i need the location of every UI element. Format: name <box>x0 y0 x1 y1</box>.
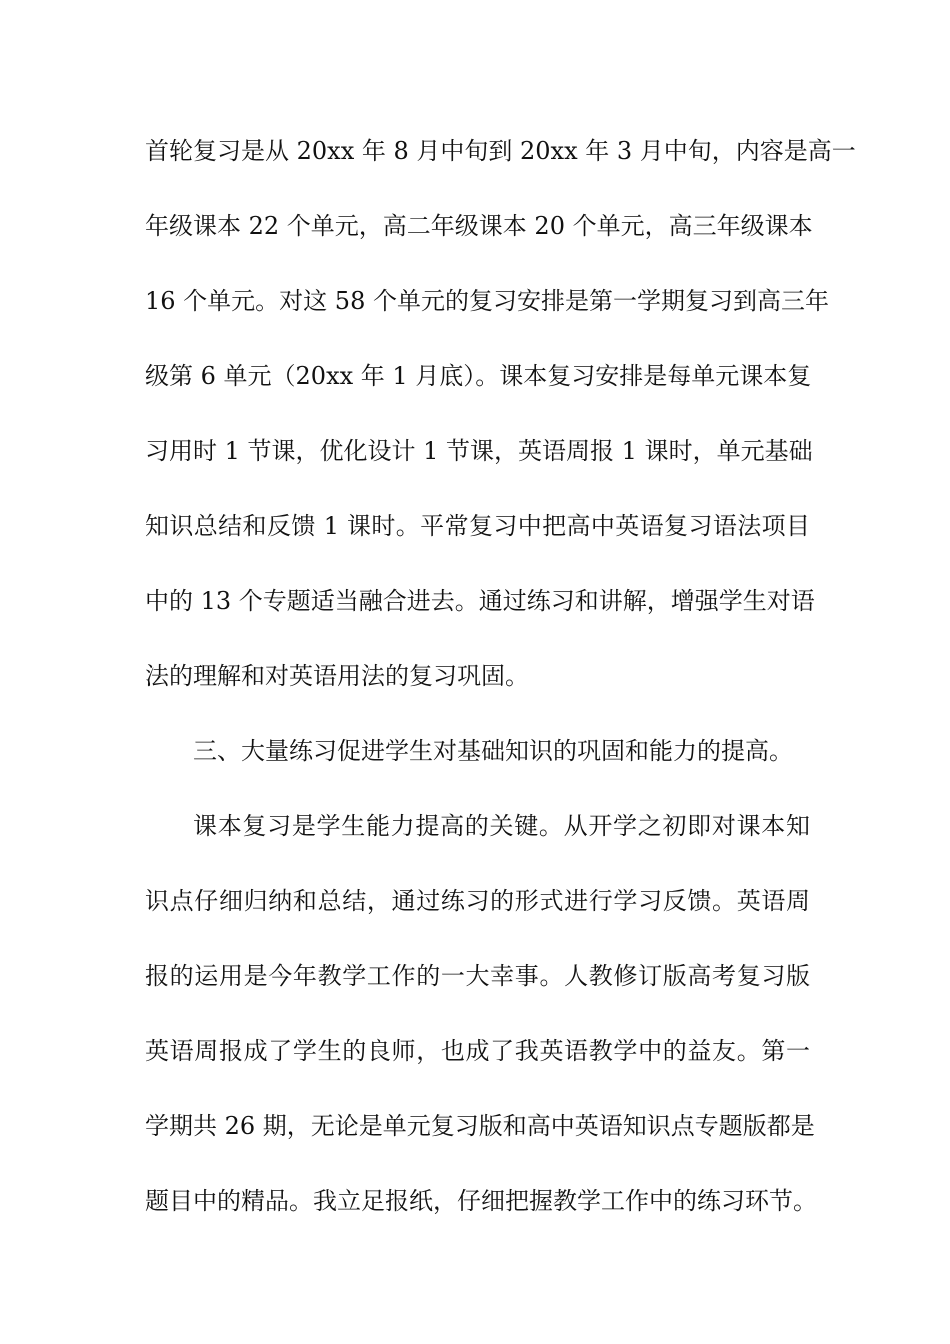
paragraph-1-line-5: 习用时 1 节课，优化设计 1 节课，英语周报 1 课时，单元基础 <box>145 437 813 465</box>
paragraph-2-line-1: 课本复习是学生能力提高的关键。从开学之初即对课本知 <box>193 812 810 840</box>
paragraph-1-line-3: 16 个单元。对这 58 个单元的复习安排是第一学期复习到高三年 <box>145 287 829 315</box>
paragraph-2-line-6: 题目中的精品。我立足报纸，仔细把握教学工作中的练习环节。 <box>145 1187 817 1215</box>
paragraph-1-line-2: 年级课本 22 个单元，高二年级课本 20 个单元，高三年级课本 <box>145 212 813 240</box>
paragraph-2-line-4: 英语周报成了学生的良师，也成了我英语教学中的益友。第一 <box>145 1037 810 1065</box>
paragraph-1-line-8: 法的理解和对英语用法的复习巩固。 <box>145 662 529 690</box>
paragraph-2-line-3: 报的运用是今年教学工作的一大幸事。人教修订版高考复习版 <box>145 962 810 990</box>
paragraph-1-line-4: 级第 6 单元（20xx 年 1 月底）。课本复习安排是每单元课本复 <box>145 362 812 390</box>
paragraph-1-line-7: 中的 13 个专题适当融合进去。通过练习和讲解，增强学生对语 <box>145 587 815 615</box>
paragraph-1-line-1: 首轮复习是从 20xx 年 8 月中旬到 20xx 年 3 月中旬，内容是高一 <box>145 137 856 165</box>
paragraph-2-line-2: 识点仔细归纳和总结，通过练习的形式进行学习反馈。英语周 <box>145 887 810 915</box>
paragraph-2-line-5: 学期共 26 期，无论是单元复习版和高中英语知识点专题版都是 <box>145 1112 815 1140</box>
paragraph-1-line-6: 知识总结和反馈 1 课时。平常复习中把高中英语复习语法项目 <box>145 512 810 540</box>
section-heading: 三、大量练习促进学生对基础知识的巩固和能力的提高。 <box>193 737 793 765</box>
